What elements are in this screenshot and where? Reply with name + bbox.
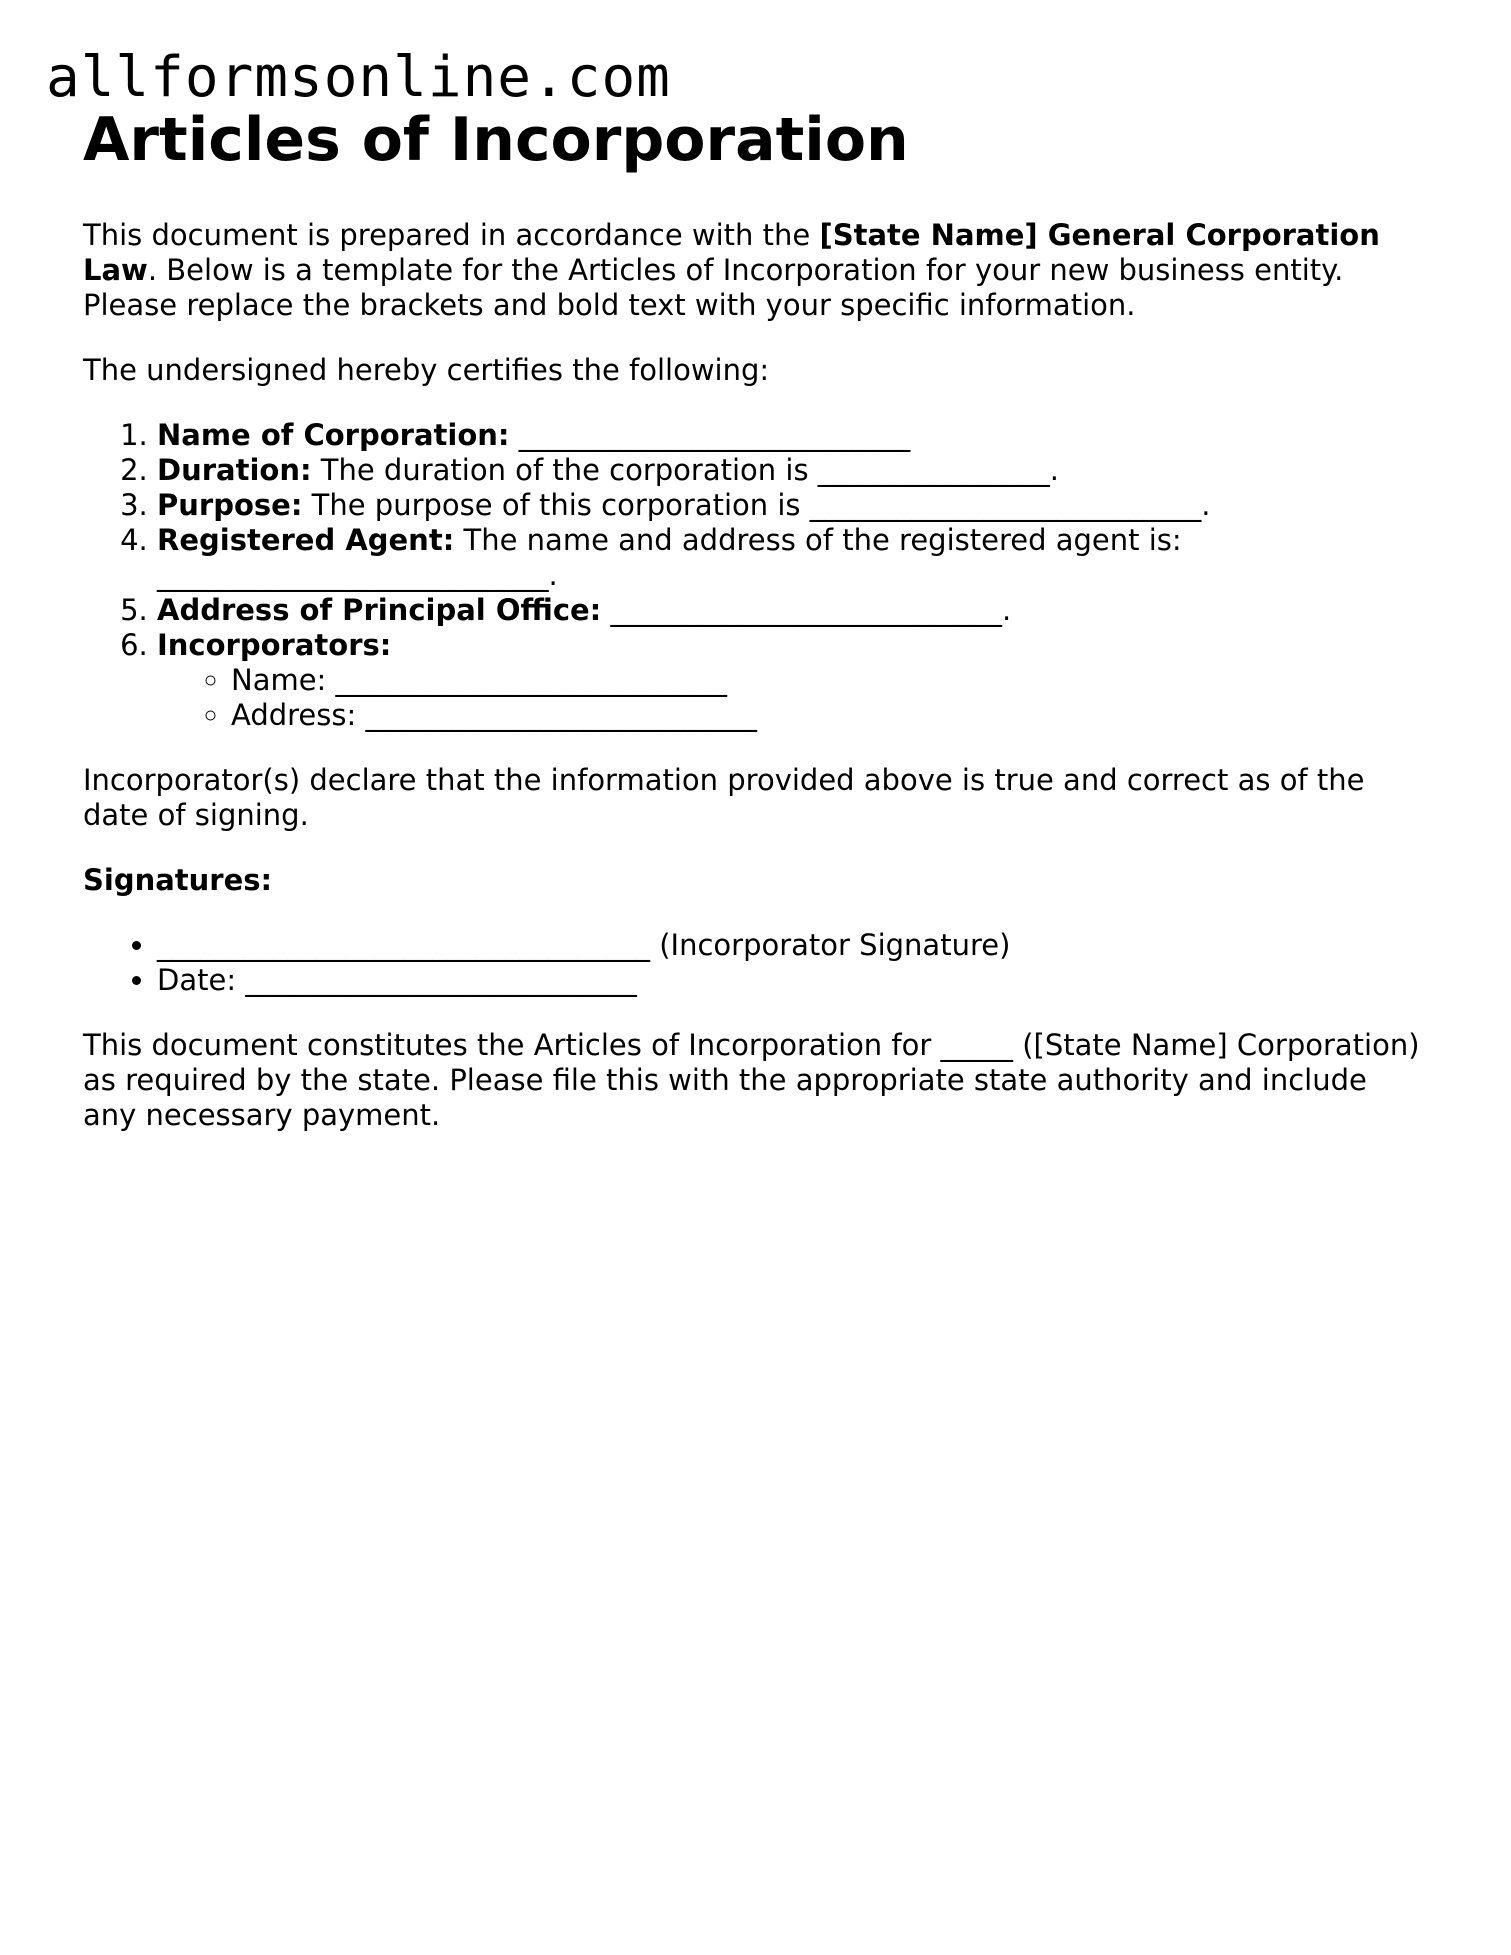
article-label: Purpose: (157, 488, 303, 522)
field-label: (Incorporator Signature) (650, 928, 1011, 962)
blank-line: ___________________________ (245, 963, 637, 997)
incorporator-address (231, 698, 1423, 733)
field-label: Name: (231, 663, 336, 697)
article-name-of-corporation (157, 418, 1423, 453)
article-duration (157, 453, 1423, 488)
article-end: . (1201, 488, 1211, 522)
signature-date (157, 963, 1423, 998)
blank-line: ___________________________ (157, 558, 549, 592)
signatures-heading-text: Signatures: (83, 863, 273, 897)
intro-bold-law: [State Name] General Corporation Law (83, 218, 1380, 287)
blank-line: ___________________________ (518, 418, 911, 452)
blank-line: ___________________________ (335, 663, 728, 697)
blank-line: __________________________________ (157, 928, 650, 962)
certifies-paragraph: The undersigned hereby certifies the following: (83, 353, 770, 387)
article-text (601, 593, 610, 627)
field-label: Date: (157, 963, 246, 997)
intro-text-2: . Below is a template for the Articles of Incorporation for your new business entity. Please replace the brackets and bold text with your specific information. (83, 253, 1344, 322)
article-label: Duration: (157, 453, 312, 487)
article-registered-agent (157, 523, 1423, 593)
article-purpose (157, 488, 1423, 523)
field-label: Address: (231, 698, 366, 732)
closing-paragraph: This document constitutes the Articles of Incorporation for _____ ([State Name] Corporation) as required by the state. Please file this with the appropriate state authority and include any necessary payment. (83, 1028, 1420, 1132)
intro-paragraph (83, 218, 1423, 323)
signatures-heading (83, 863, 1423, 898)
blank-line: ___________________________ (365, 698, 757, 732)
blank-line: ___________________________ (610, 593, 1002, 627)
article-text: The name and address of the registered agent is: (454, 523, 1182, 557)
document-body (83, 104, 1423, 1163)
incorporator-name (231, 663, 1423, 698)
article-text: The duration of the corporation is (311, 453, 818, 487)
blank-line: ________________ (817, 453, 1050, 487)
articles-list (83, 418, 1423, 733)
article-label: Address of Principal Office: (157, 593, 602, 627)
declaration-paragraph: Incorporator(s) declare that the information provided above is true and correct as of the date of signing. (83, 763, 1365, 832)
article-incorporators (157, 628, 1423, 733)
blank-line: ___________________________ (809, 488, 1202, 522)
article-end: . (1002, 593, 1012, 627)
incorporator-signature (157, 928, 1423, 963)
article-end: . (1049, 453, 1059, 487)
article-label: Registered Agent: (157, 523, 455, 557)
article-label: Name of Corporation: (157, 418, 510, 452)
article-end: . (548, 558, 558, 592)
article-label: Incorporators: (157, 628, 392, 662)
intro-text-1: This document is prepared in accordance with the (83, 218, 820, 252)
article-text (510, 418, 519, 452)
article-principal-office (157, 593, 1423, 628)
signatures-list (83, 928, 1423, 998)
incorporators-list (157, 663, 1423, 733)
page-title: Articles of Incorporation (83, 105, 909, 175)
watermark: allformsonline.com (46, 45, 671, 110)
article-text: The purpose of this corporation is (302, 488, 810, 522)
